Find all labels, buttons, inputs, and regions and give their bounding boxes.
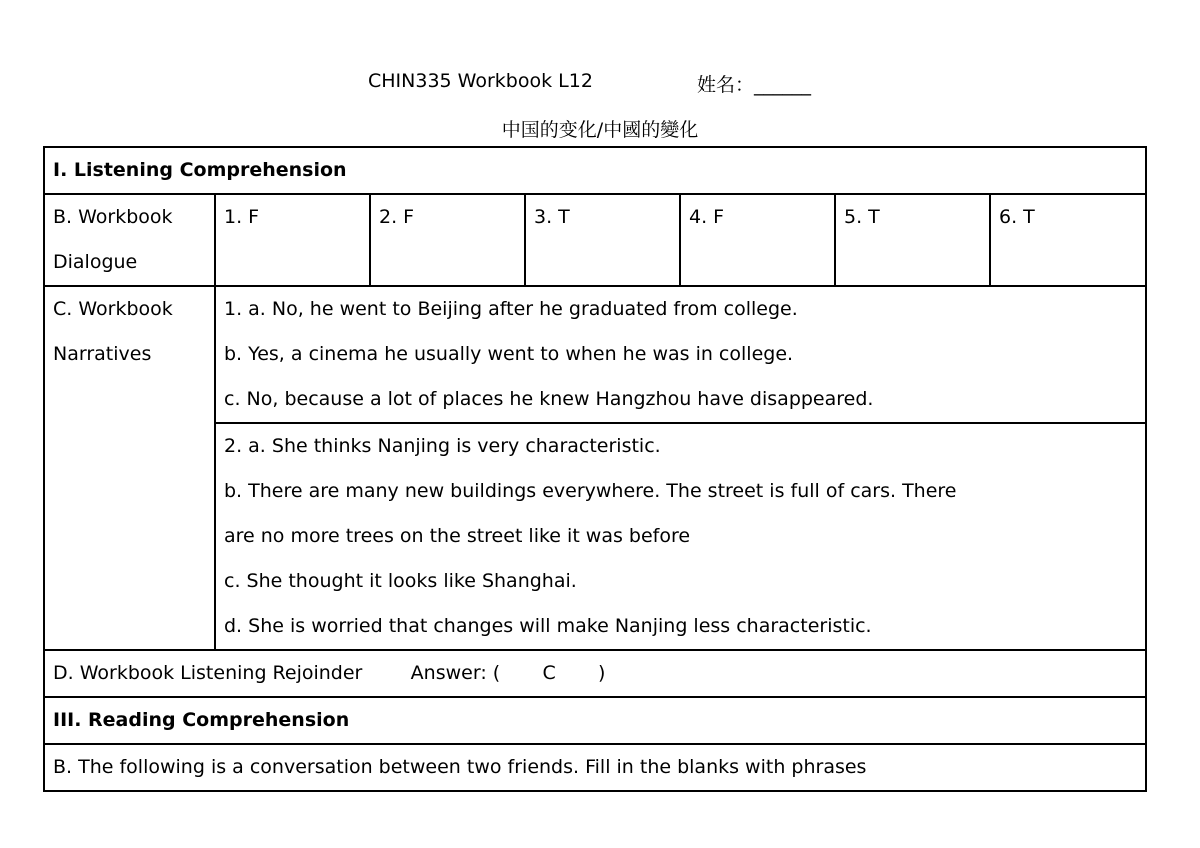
listening-rejoinder-row: [44, 650, 1146, 697]
dialogue-answer-3: 3. T: [525, 194, 680, 286]
workbook-dialogue-row: [44, 194, 1146, 286]
dialogue-answer-4: 4. F: [680, 194, 835, 286]
narrative-1b: b. Yes, a cinema he usually went to when he was in college.: [224, 343, 794, 365]
reading-section-title: III. Reading Comprehension: [44, 697, 1146, 744]
listening-section-title: I. Listening Comprehension: [44, 147, 1146, 194]
narratives-answers-group-1: [215, 286, 1146, 423]
reading-b-row: [44, 744, 1146, 791]
reading-section-row: [44, 697, 1146, 744]
reading-b-text: B. The following is a conversation between two friends. Fill in the blanks with phrases: [44, 744, 1146, 791]
narratives-answers-group-2: [215, 423, 1146, 650]
dialogue-label-line1: B. Workbook: [53, 206, 173, 228]
listening-section-row: [44, 147, 1146, 194]
narratives-label-line1: C. Workbook: [53, 298, 173, 320]
narrative-2c: c. She thought it looks like Shanghai.: [224, 570, 577, 592]
narrative-1a: 1. a. No, he went to Beijing after he graduated from college.: [224, 298, 798, 320]
narrative-2b: b. There are many new buildings everywhere. The street is full of cars. There: [224, 480, 957, 502]
lesson-subtitle: [0, 115, 1200, 142]
dialogue-label-line2: Dialogue: [53, 251, 138, 273]
dialogue-label: [44, 194, 215, 286]
narratives-label-line2: Narratives: [53, 343, 152, 365]
name-field-label: 姓名：______: [697, 74, 812, 96]
narrative-2a: 2. a. She thinks Nanjing is very characteristic.: [224, 435, 661, 457]
course-title: CHIN335 Workbook L12: [368, 70, 593, 92]
narrative-2d: d. She is worried that changes will make Nanjing less characteristic.: [224, 615, 872, 637]
subtitle-text: 中国的变化/中國的變化: [501, 119, 699, 141]
workbook-narratives-row-1: [44, 286, 1146, 423]
dialogue-answer-5: 5. T: [835, 194, 990, 286]
narratives-label: [44, 286, 215, 650]
answer-key-table: [43, 146, 1147, 792]
rejoinder-text: D. Workbook Listening Rejoinder Answer: ( C ): [44, 650, 1146, 697]
dialogue-answer-1: 1. F: [215, 194, 370, 286]
dialogue-answer-6: 6. T: [990, 194, 1146, 286]
narrative-2b-cont: are no more trees on the street like it was before: [224, 525, 691, 547]
narrative-1c: c. No, because a lot of places he knew Hangzhou have disappeared.: [224, 388, 874, 410]
dialogue-answer-2: 2. F: [370, 194, 525, 286]
